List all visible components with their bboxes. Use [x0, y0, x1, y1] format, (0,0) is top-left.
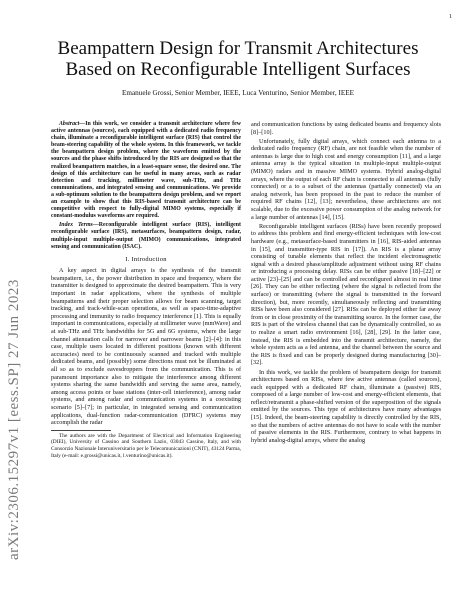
body-paragraph: Reconfigurable intelligent surfaces (RISs) have been recently proposed to address this problem and find energy-efficient techniques with low-cost hardware (e.g., metasurface-based transmitters in [16], RIS-aided antennas in [15], and transmitter-type RIS in [17]). An RIS is a planar array consisting of tunable elements that reflect the incident electromagnetic signal with a desired phase/amplitude adjustment without using RF chains or introducing a processing delay. RISs can be either passive [18]–[22] or active [23]–[25] and can be controlled and reconfigured almost in real time [26]. They can be either reflecting (where the signal is reflected from the surface) or transmitting (where the signal is transmitted in the forward direction), but, more recently, simultaneously reflecting and transmitting RISs have been also considered [27]. RISs can be deployed either far away from or in close proximity of the transmitting source. In the former case, the RIS is part of the wireless channel that can be dynamically controlled, so as to realize a smart radio environment [16], [28], [29]. In the latter case, instead, the RIS is embedded into the transmit architecture, namely, the whole system acts as a fed antenna, and the channel between the source and the RIS is fixed and can be properly designed during manufacturing [30]–[32]. [251, 222, 441, 367]
right-column [251, 121, 441, 446]
body-paragraph: Unfortunately, fully digital arrays, which connect each antenna to a dedicated radio frequency (RF) chain, are not feasible when the number of antennas is large due to high cost and energy consumption [11], and a large antenna array is the typical situation in multiple-input multiple-output (MIMO) radars and in massive MIMO systems. Hybrid analog-digital arrays, where the output of each RF chain is connected to all antennas (fully connected) or a to a subset of the antennas (partially connected) via an analog network, has been proposed in the past to reduce the number of required RF chains [12], [13]; nevertheless, these architectures are not scalable, due to the excessive power consumption of the analog network for a large number of antennas [14], [15]. [251, 137, 441, 221]
body-paragraph: In this work, we tackle the problem of beampattern design for transmit architectures based on RISs, where few active antennas (called sources), each equipped with a dedicated RF chain, illuminate a (passive) RIS, composed of a large number of low-cost and energy-efficient elements, that reflect/retransmit a phase-shifted version of the superposition of the signals emitted by the sources. This type of architectures have many advantages [15]. Indeed, the beam-steering capability is directly controlled by the RIS, so that the numbers of active antennas do not have to scale with the number of passive elements in the RIS. Furthermore, contrary to what happens in hybrid analog-digital arrays, where the analog [251, 368, 441, 444]
title-line: Based on Reconfigurable Intelligent Surfaces [65, 59, 411, 80]
abstract-lead: Abstract [59, 121, 80, 127]
footnote-divider [51, 430, 111, 431]
author-line: Emanuele Grossi, Senior Member, IEEE, Luca Venturino, Senior Member, IEEE [121, 89, 355, 97]
abstract-body: —In this work, we consider a transmit architecture where few active antennas (sources), each equipped with a dedicated radio frequency chain, illuminate a reconfigurable intelligent surface (RIS) that control the beam-steering capability of the whole system. In this framework, we tackle the beampattern design problem, where the waveform emitted by the sources and the phase shifts introduced by the RIS are designed so that the realized beampattern matches, in a least-square sense, the desired one. The design of this architecture can be useful in many areas, such as radar detection and tracking, millimeter wave, sub-THz, and THz communications, and integrated sensing and communications. We provide a sub-optimum solution to the beampattern design problem, and we report an example to show that this RIS-based transmit architecture can be competitive with respect to fully-digital MIMO systems, especially if constant-modulus waveforms are required. [51, 121, 241, 220]
paper-title [42, 38, 434, 80]
index-terms-body: —Reconfigurable intelligent surface (RIS), intelligent reconfigurable surface (IRS), metasurfaces, beampattern design, radar, multiple-input multiple-output (MIMO) communications, integrated sensing and communication (ISAC). [51, 222, 241, 250]
index-terms-lead: Index Terms [59, 222, 93, 229]
abstract [51, 121, 241, 220]
section-heading: I. Introduction [125, 255, 167, 263]
body-paragraph: and communication functions by using dedicated beams and frequency slots [8]–[10]. [251, 121, 441, 136]
index-terms [51, 222, 241, 250]
left-column [51, 121, 241, 461]
title-line: Beampattern Design for Transmit Architectures [57, 38, 419, 59]
intro-paragraph: A key aspect in digital arrays is the synthesis of the transmit beampattern, i.e., the power distribution in space and frequency, where the transmitter is designed to approximate the desired beampattern. This is very important in radar applications, where the synthesis of multiple beampatterns and their proper selection allows for beam scanning, target tracking, and track-while-scan operations, as well as space-time-adaptive processing and immunity to radio frequency interference [1]. This is equally important in communications, especially at millimeter wave (mmWave) and at sub-THz and THz bandwidths for 5G and 6G systems, where the large channel attenuation calls for narrower and narrower beams [2]–[4]: in this case, multiple users located in different positions (known with different accuracies) need to be continuously scanned and tracked with multiple dedicated beams, and (possibly) some directions must not be illuminated at all so as to exclude eavesdroppers from the communication. This is of paramount importance also to mitigate the interference among different systems sharing the same bandwidth and serving the same area, namely, among access points or base stations (inter-cell interference), among radar systems, and among radar and communication systems in a coexisting scenario [5]–[7]; in particular, in integrated sensing and communication applications, dual-function radar-communication (DFRC) systems may accomplish the radar [51, 267, 241, 427]
arxiv-identifier: arXiv:2306.15297v1 [eess.SP] 27 Jun 2023 [6, 279, 22, 560]
page-number: 1 [449, 14, 452, 20]
footnote: The authors are with the Department of Electrical and Information Engineering (DIEI), University of Cassino and Southern Lazio, 03043 Cassino, Italy, and with Consorzio Nazionale Interuniversitario per le Telecomunicazioni (CNIT), 43124 Parma, Italy (e-mail: e.grossi@unicas.it, l.venturino@unicas.it). [51, 432, 241, 459]
